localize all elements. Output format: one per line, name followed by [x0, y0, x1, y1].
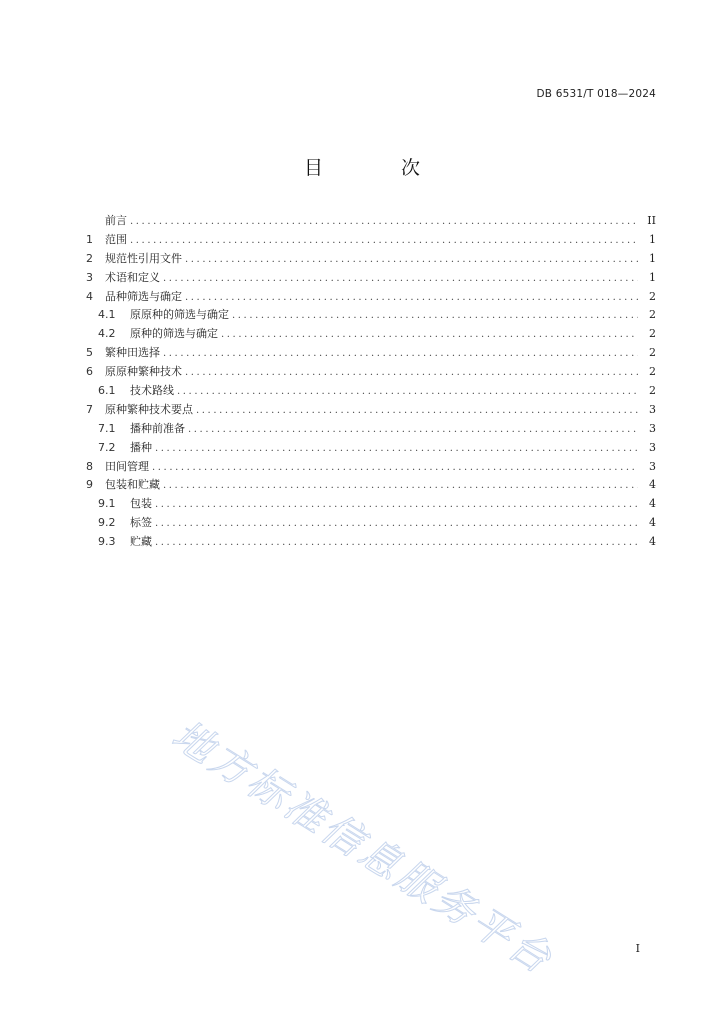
toc-dot-leader [163, 345, 638, 364]
toc-entry-number: 6 [86, 365, 93, 379]
toc-entry[interactable] [86, 325, 656, 344]
toc-entry-label: 范围 [105, 232, 127, 246]
toc-dot-leader [196, 402, 638, 421]
toc-entry-label: 术语和定义 [105, 270, 160, 284]
toc-entry-number: 7 [86, 402, 93, 416]
toc-entry-number: 4.2 [98, 327, 116, 341]
toc-entry-number: 4.1 [98, 308, 116, 322]
toc-dot-leader [163, 270, 638, 289]
toc-entry[interactable] [86, 476, 656, 495]
toc-entry-number: 1 [86, 232, 93, 246]
toc-entry-page: 2 [649, 327, 656, 341]
toc-entry-label: 原种的筛选与确定 [130, 327, 218, 341]
toc-entry-number: 4 [86, 289, 93, 303]
toc-entry-page: II [647, 214, 656, 227]
toc-entry[interactable] [86, 382, 656, 401]
toc-entry-number: 9 [86, 478, 93, 492]
toc-entry-label: 前言 [105, 214, 127, 227]
toc-entry[interactable] [86, 306, 656, 325]
toc-dot-leader [185, 251, 638, 270]
toc-entry[interactable] [86, 495, 656, 514]
toc-dot-leader [188, 421, 638, 440]
toc-entry-label: 原原种的筛选与确定 [130, 308, 229, 322]
table-of-contents [86, 212, 656, 552]
toc-entry-number: 2 [86, 251, 93, 265]
toc-entry[interactable] [86, 212, 656, 231]
toc-entry-page: 4 [649, 516, 656, 530]
toc-entry-page: 3 [649, 440, 656, 454]
toc-entry-page: 1 [649, 232, 656, 246]
toc-entry-page: 1 [649, 270, 656, 284]
toc-entry-label: 包装和贮藏 [105, 478, 160, 492]
toc-dot-leader [155, 515, 638, 534]
toc-dot-leader [163, 477, 638, 496]
toc-entry-page: 2 [649, 308, 656, 322]
toc-dot-leader [155, 440, 638, 459]
toc-entry-label: 技术路线 [130, 384, 174, 398]
toc-entry[interactable] [86, 231, 656, 250]
toc-entry-label: 规范性引用文件 [105, 251, 182, 265]
toc-entry[interactable] [86, 439, 656, 458]
toc-entry[interactable] [86, 420, 656, 439]
toc-entry-page: 2 [649, 346, 656, 360]
toc-entry-page: 4 [649, 497, 656, 511]
toc-entry[interactable] [86, 269, 656, 288]
page-title: 目 次 [303, 157, 457, 179]
toc-entry[interactable] [86, 401, 656, 420]
toc-dot-leader [155, 534, 638, 553]
toc-entry-page: 1 [649, 251, 656, 265]
toc-entry-label: 贮藏 [130, 535, 152, 549]
toc-entry-page: 2 [649, 289, 656, 303]
toc-entry-label: 播种前准备 [130, 421, 185, 435]
toc-entry-label: 繁种田选择 [105, 346, 160, 360]
toc-entry-page: 3 [649, 402, 656, 416]
toc-entry-label: 原种繁种技术要点 [105, 402, 193, 416]
toc-entry[interactable] [86, 458, 656, 477]
toc-dot-leader [221, 326, 638, 345]
toc-entry-number: 9.2 [98, 516, 116, 530]
toc-entry-page: 2 [649, 365, 656, 379]
toc-entry[interactable] [86, 250, 656, 269]
toc-entry-label: 标签 [130, 516, 152, 530]
toc-entry-number: 6.1 [98, 384, 116, 398]
toc-dot-leader [130, 232, 638, 251]
toc-entry[interactable] [86, 363, 656, 382]
toc-entry-page: 4 [649, 478, 656, 492]
toc-entry-label: 原原种繁种技术 [105, 365, 182, 379]
toc-dot-leader [185, 364, 638, 383]
toc-dot-leader [177, 383, 638, 402]
toc-entry-number: 9.1 [98, 497, 116, 511]
toc-dot-leader [152, 459, 638, 478]
toc-dot-leader [185, 289, 638, 308]
toc-entry-number: 7.2 [98, 440, 116, 454]
toc-entry-label: 品种筛选与确定 [105, 289, 182, 303]
toc-entry[interactable] [86, 344, 656, 363]
watermark: 地方标准信息服务平台 [163, 711, 562, 985]
toc-dot-leader [232, 307, 638, 326]
toc-entry-number: 9.3 [98, 535, 116, 549]
toc-entry-label: 包装 [130, 497, 152, 511]
toc-entry-number: 8 [86, 459, 93, 473]
toc-entry-label: 播种 [130, 440, 152, 454]
toc-entry-page: 4 [649, 535, 656, 549]
toc-entry-number: 5 [86, 346, 93, 360]
toc-entry[interactable] [86, 514, 656, 533]
toc-entry-number: 3 [86, 270, 93, 284]
toc-entry-page: 3 [649, 421, 656, 435]
document-code: DB 6531/T 018—2024 [536, 88, 656, 100]
toc-dot-leader [130, 213, 638, 232]
toc-entry-number: 7.1 [98, 421, 116, 435]
page-number: I [635, 942, 640, 955]
toc-entry[interactable] [86, 288, 656, 307]
toc-entry-page: 2 [649, 384, 656, 398]
toc-entry-page: 3 [649, 459, 656, 473]
toc-entry-label: 田间管理 [105, 459, 149, 473]
toc-dot-leader [155, 496, 638, 515]
toc-entry[interactable] [86, 533, 656, 552]
